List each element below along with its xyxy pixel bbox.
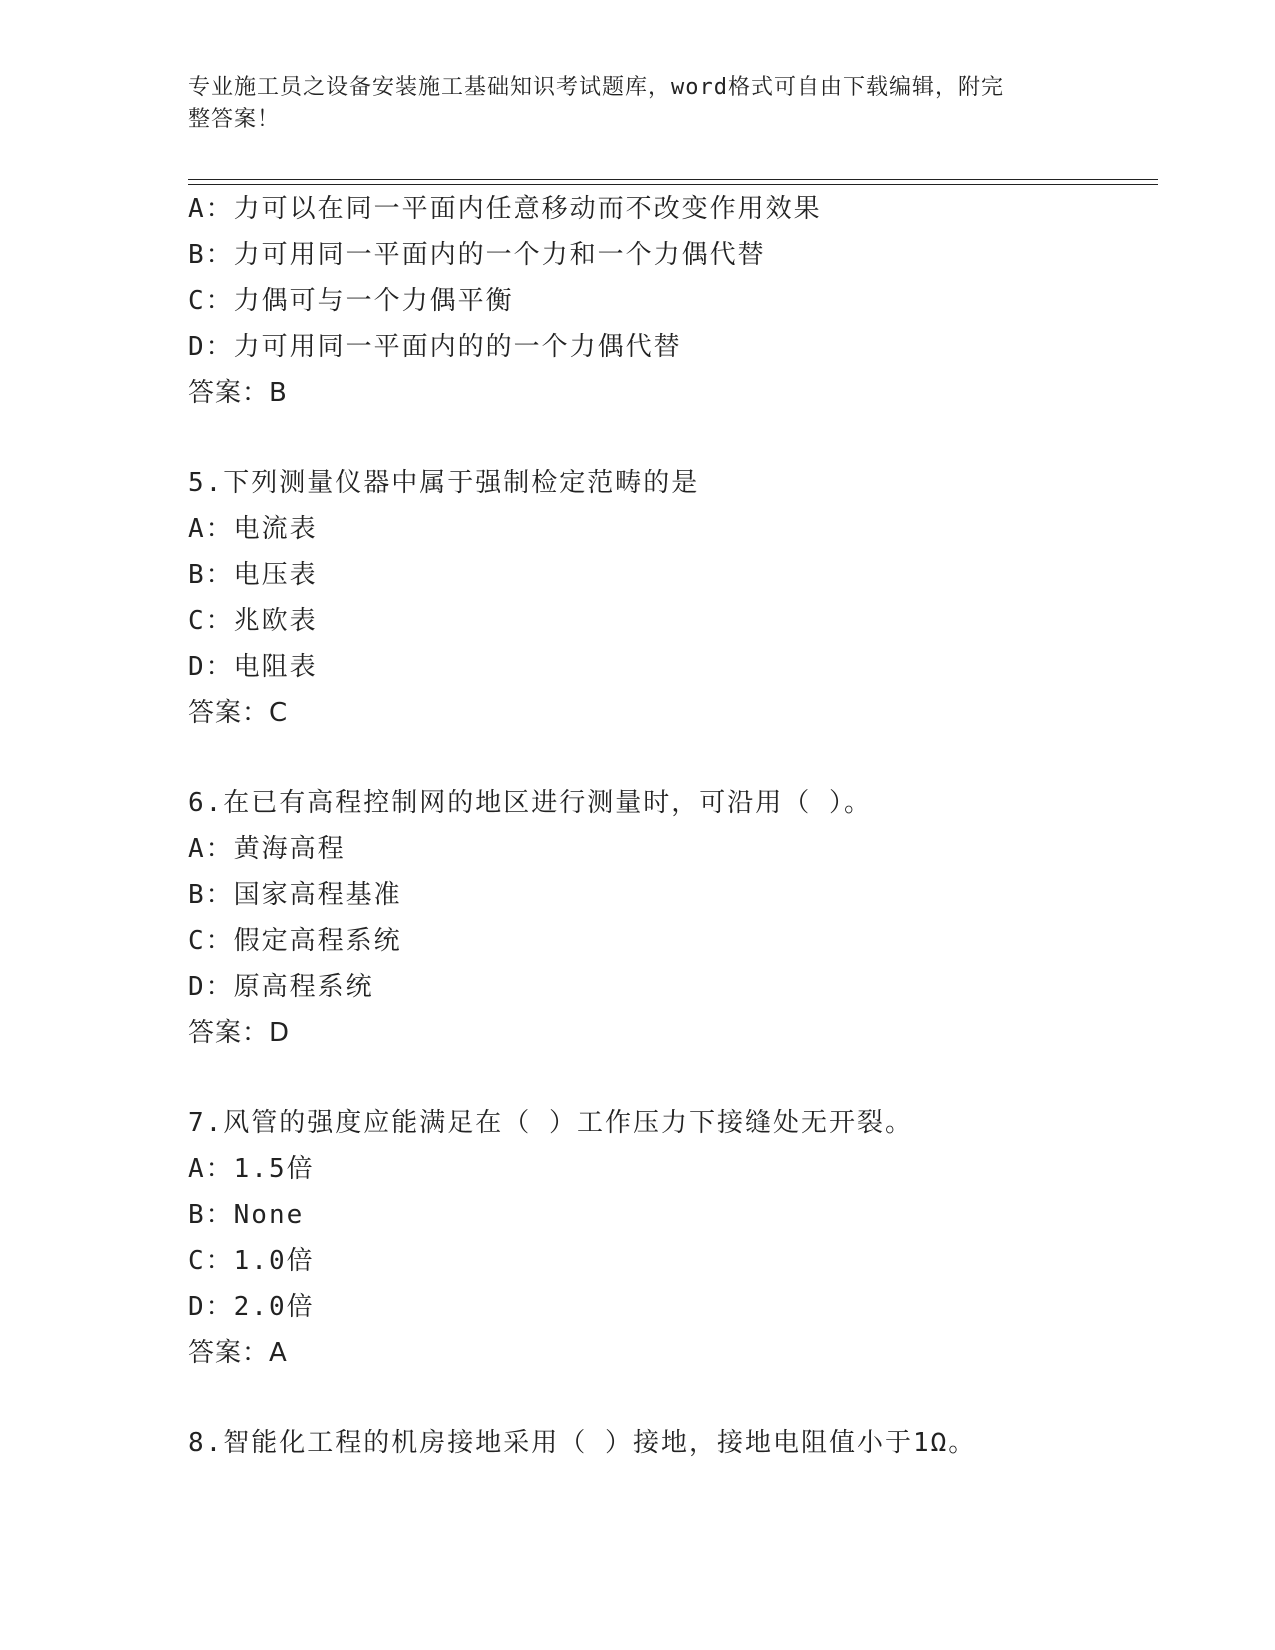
question-stem: 5.下列测量仪器中属于强制检定范畴的是 [188,468,700,498]
option-b: B：电压表 [188,560,318,590]
document-header [188,72,1068,136]
question-stem: 6.在已有高程控制网的地区进行测量时，可沿用（ ）。 [188,788,872,818]
header-rule-top [188,179,1158,180]
question-7 [188,1100,1158,1376]
option-a: A：1.5倍 [188,1154,315,1184]
answer: 答案：C [188,698,289,728]
question-5 [188,460,1158,736]
question-stem: 7.风管的强度应能满足在（ ）工作压力下接缝处无开裂。 [188,1108,913,1138]
option-a: A：黄海高程 [188,834,346,864]
option-b: B：力可用同一平面内的一个力和一个力偶代替 [188,240,766,270]
question-6 [188,780,1158,1056]
option-b: B：None [188,1200,305,1230]
question-8 [188,1420,1158,1466]
option-d: D：原高程系统 [188,972,374,1002]
answer: 答案：D [188,1018,291,1048]
question-stem: 8.智能化工程的机房接地采用（ ）接地，接地电阻值小于1Ω。 [188,1428,977,1458]
option-c: C：力偶可与一个力偶平衡 [188,286,514,316]
option-a: A：电流表 [188,514,318,544]
question-list [188,186,1158,1466]
header-rule-bottom [188,184,1158,185]
option-c: C：兆欧表 [188,606,318,636]
option-d: D：2.0倍 [188,1292,315,1322]
spacer [188,1056,1158,1100]
spacer [188,736,1158,780]
option-c: C：假定高程系统 [188,926,402,956]
spacer [188,416,1158,460]
answer: 答案：B [188,378,288,408]
option-d: D：电阻表 [188,652,318,682]
answer: 答案：A [188,1338,288,1368]
option-d: D：力可用同一平面内的的一个力偶代替 [188,332,682,362]
option-c: C：1.0倍 [188,1246,315,1276]
header-line-2: 整答案！ [188,107,281,132]
spacer [188,1376,1158,1420]
header-line-1: 专业施工员之设备安装施工基础知识考试题库，word格式可自由下载编辑，附完 [188,75,1004,100]
option-a: A：力可以在同一平面内任意移动而不改变作用效果 [188,194,822,224]
question-partial [188,186,1158,416]
option-b: B：国家高程基准 [188,880,402,910]
